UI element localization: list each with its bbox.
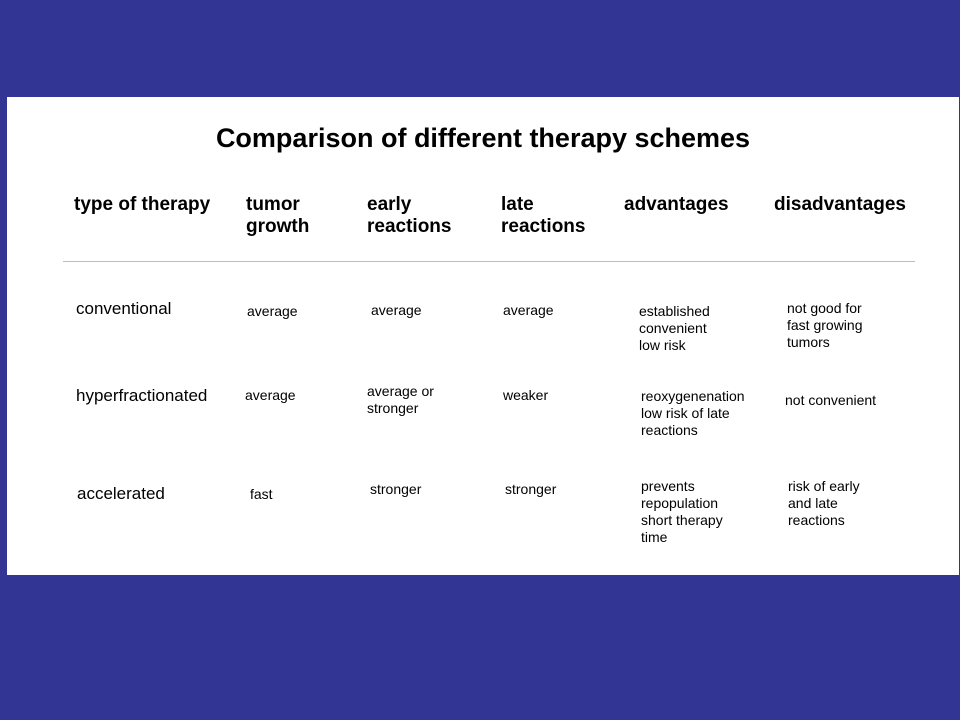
row-hyperfractionated-tumor: average [245,387,296,403]
row-accelerated-late: stronger [505,481,557,497]
row-conventional-disadvantages: not good for fast growing tumors [787,300,863,350]
header-early-reactions: early reactions [367,194,452,237]
header-late-reactions: late reactions [501,194,586,237]
header-disadvantages: disadvantages [774,194,906,215]
row-hyperfractionated-type: hyperfractionated [76,386,208,405]
row-conventional-tumor: average [247,303,298,319]
row-hyperfractionated-disadvantages: not convenient [785,392,877,408]
row-conventional-type: conventional [76,299,172,318]
row-accelerated-disadvantages: risk of early and late reactions [788,478,860,528]
row-accelerated-tumor: fast [250,486,273,502]
row-hyperfractionated-late: weaker [503,387,549,403]
row-hyperfractionated-early: average or stronger [367,383,434,416]
header-divider [63,261,915,262]
row-conventional-late: average [503,302,554,318]
slide [7,97,959,575]
row-conventional-advantages: established convenient low risk [639,303,710,353]
row-accelerated-type: accelerated [77,484,165,503]
slide-title: Comparison of different therapy schemes [215,123,751,153]
row-hyperfractionated-advantages: reoxygenenation low risk of late reactions [641,388,745,438]
row-accelerated-advantages: prevents repopulation short therapy time [641,478,723,545]
header-advantages: advantages [624,194,729,215]
header-tumor-growth: tumor growth [246,194,310,237]
row-conventional-early: average [371,302,422,318]
row-accelerated-early: stronger [370,481,422,497]
header-type-of-therapy: type of therapy [74,194,211,215]
